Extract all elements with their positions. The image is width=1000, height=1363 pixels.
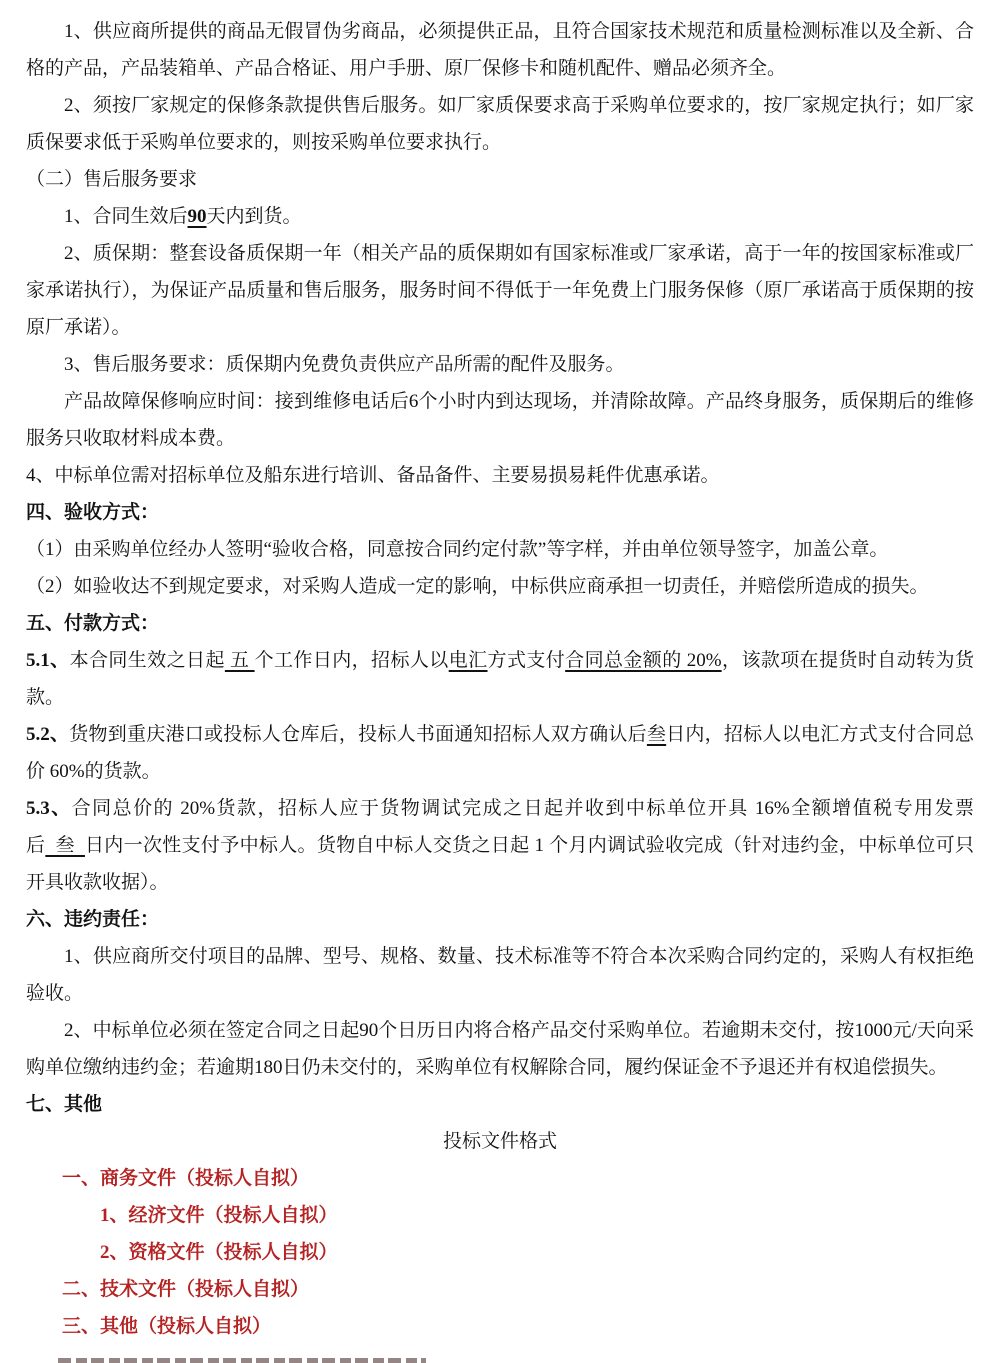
red-item-other-documents: 三、其他（投标人自拟） <box>62 1316 272 1337</box>
heading-payment-method: 五、付款方式： <box>26 613 160 634</box>
paragraph-breach-2: 2、中标单位必须在签定合同之日起90个日历日内将合格产品交付采购单位。若逾期未交付，按1000元/天向采购单位缴纳违约金；若逾期180日仍未交付的，采购单位有权解除合同，履约保证金不予退还并有权追偿损失。 <box>26 1020 974 1078</box>
paragraph-after-sale-service: 3、售后服务要求：质保期内免费负责供应产品所需的配件及服务。 <box>64 354 625 375</box>
paragraph-payment-5-1 <box>26 642 974 716</box>
paragraph-training-commitment: 4、中标单位需对招标单位及船东进行培训、备品备件、主要易损易耗件优惠承诺。 <box>26 465 720 486</box>
underlined-contract-amount: 合同总金额的 20% <box>565 650 722 671</box>
paragraph-payment-5-2 <box>26 716 974 790</box>
paragraph-breach-1: 1、供应商所交付项目的品牌、型号、规格、数量、技术标准等不符合本次采购合同约定的，采购人有权拒绝验收。 <box>26 946 974 1004</box>
text-run: 合同总价的 20%货款，招标人应于货物调试完成之日起并收到中标单位开具 16%全额增值税专用发票后 <box>26 798 974 856</box>
red-item-qualification-documents: 2、资格文件（投标人自拟） <box>100 1242 338 1263</box>
text-run: 天内到货。 <box>206 206 302 227</box>
paragraph-repair-response-time: 产品故障保修响应时间：接到维修电话后6个小时内到达现场，并清除故障。产品终身服务，质保期后的维修服务只收取材料成本费。 <box>26 391 974 449</box>
heading-after-sale-requirements: （二）售后服务要求 <box>26 169 198 190</box>
red-item-business-documents: 一、商务文件（投标人自拟） <box>62 1168 310 1189</box>
text-run: 1、合同生效后 <box>64 206 188 227</box>
text-run: 货物到重庆港口或投标人仓库后，投标人书面通知招标人双方确认后 <box>69 724 647 745</box>
paragraph-delivery-deadline <box>26 198 974 235</box>
text-run: 方式支付 <box>487 650 566 671</box>
underlined-three-days: 叁 <box>45 835 85 856</box>
heading-other: 七、其他 <box>26 1094 103 1115</box>
clipped-next-line-top <box>58 1358 426 1363</box>
paragraph-acceptance-1: （1）由采购单位经办人签明“验收合格，同意按合同约定付款”等字样，并由单位领导签字，加盖公章。 <box>26 539 889 560</box>
paragraph-payment-5-3 <box>26 790 974 901</box>
underlined-three-days: 叁 <box>646 724 667 745</box>
underlined-five-days: 五 <box>224 650 255 671</box>
text-run: 日内一次性支付予中标人。货物自中标人交货之日起 1 个月内调试验收完成（针对违约金，中标单位可只开具收款收据）。 <box>26 835 974 893</box>
heading-breach-liability: 六、违约责任： <box>26 909 160 930</box>
clause-number: 5.3、 <box>26 798 72 819</box>
subtitle-bid-document-format: 投标文件格式 <box>442 1131 557 1152</box>
text-run: 个工作日内，招标人以 <box>254 650 449 671</box>
text-run: 日内，招标人以电汇方式支付合同总价 60%的货款。 <box>26 724 974 782</box>
underlined-days-value: 90 <box>187 206 207 227</box>
red-item-technical-documents: 二、技术文件（投标人自拟） <box>62 1279 310 1300</box>
clause-number: 5.1、 <box>26 650 70 671</box>
paragraph-genuine-products: 1、供应商所提供的商品无假冒伪劣商品，必须提供正品，且符合国家技术规范和质量检测标准以及全新、合格的产品，产品装箱单、产品合格证、用户手册、原厂保修卡和随机配件、赠品必须齐全。 <box>26 21 974 79</box>
paragraph-acceptance-2: （2）如验收达不到规定要求，对采购人造成一定的影响，中标供应商承担一切责任，并赔偿所造成的损失。 <box>26 576 929 597</box>
paragraph-warranty-period: 2、质保期：整套设备质保期一年（相关产品的质保期如有国家标准或厂家承诺，高于一年的按国家标准或厂家承诺执行），为保证产品质量和售后服务，服务时间不得低于一年免费上门服务保修（原厂承诺高于质保期的按原厂承诺）。 <box>26 243 974 338</box>
paragraph-manufacturer-warranty: 2、须按厂家规定的保修条款提供售后服务。如厂家质保要求高于采购单位要求的，按厂家规定执行；如厂家质保要求低于采购单位要求的，则按采购单位要求执行。 <box>26 95 974 153</box>
underlined-wire-transfer: 电汇 <box>448 650 488 671</box>
text-run: ，该款项在提货时自动转为货款。 <box>26 650 974 708</box>
text-run: 本合同生效之日起 <box>69 650 225 671</box>
clause-number: 5.2、 <box>26 724 70 745</box>
heading-acceptance-method: 四、验收方式： <box>26 502 160 523</box>
red-item-economic-documents: 1、经济文件（投标人自拟） <box>100 1205 338 1226</box>
